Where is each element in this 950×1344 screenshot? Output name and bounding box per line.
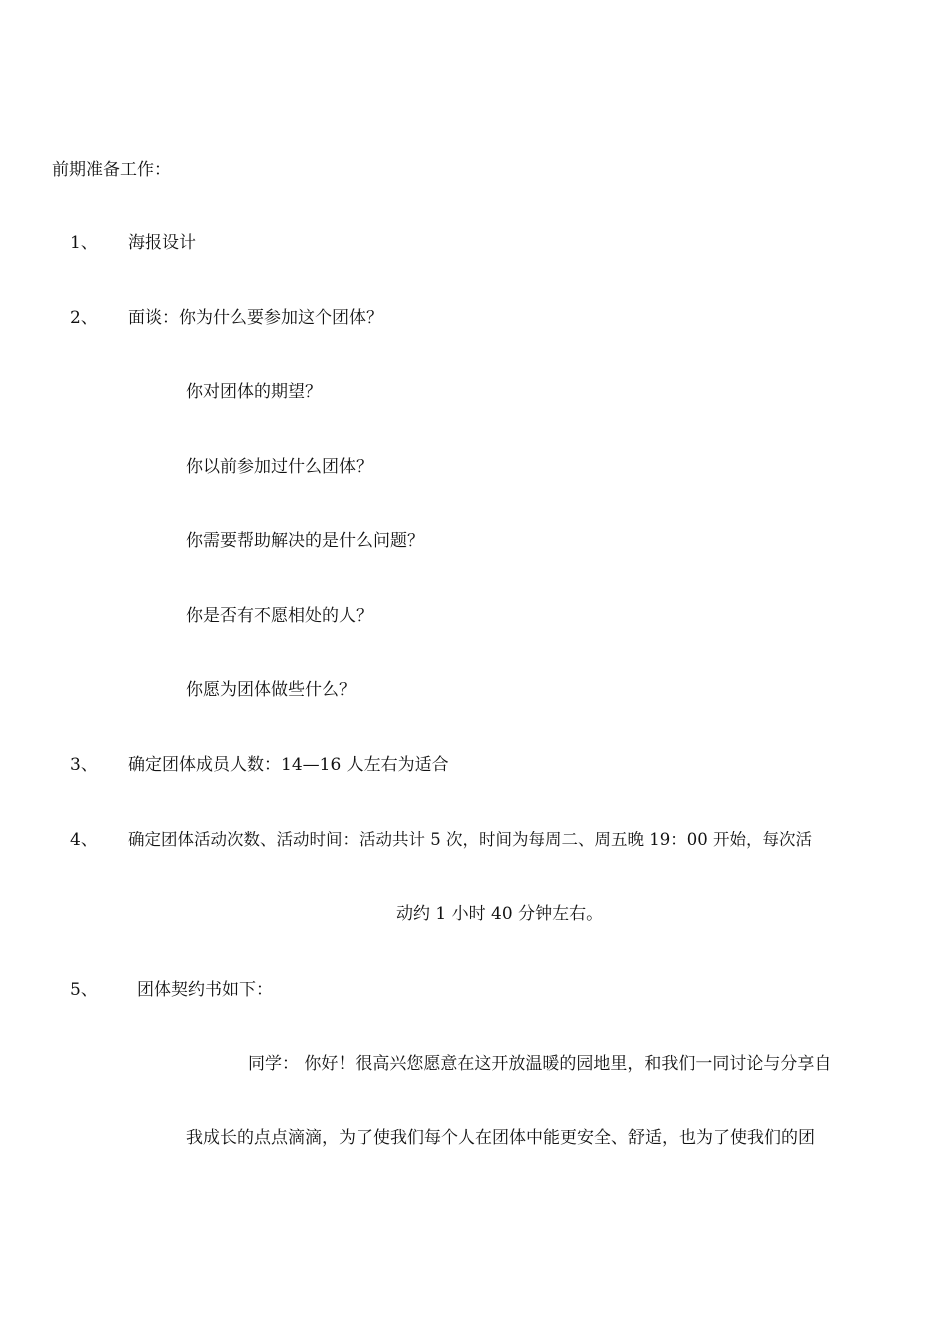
item-text-5: 团体契约书如下： <box>137 980 273 1000</box>
contract-line-1: 同学： 你好！很高兴您愿意在这开放温暖的园地里，和我们一同讨论与分享自 <box>248 1054 832 1074</box>
item-number-5: 5、 <box>70 980 98 1000</box>
interview-question: 你对团体的期望？ <box>186 382 322 402</box>
interview-question: 你愿为团体做些什么？ <box>186 680 356 700</box>
item-number-1: 1、 <box>70 233 98 253</box>
contract-line-2: 我成长的点点滴滴，为了使我们每个人在团体中能更安全、舒适，也为了使我们的团 <box>186 1128 815 1148</box>
item-text-1: 海报设计 <box>128 233 196 253</box>
item-number-4: 4、 <box>70 830 98 850</box>
interview-question: 你以前参加过什么团体？ <box>186 457 373 477</box>
item-number-3: 3、 <box>70 755 98 775</box>
item-text-3: 确定团体成员人数：14—16 人左右为适合 <box>128 755 449 775</box>
interview-question: 你是否有不愿相处的人？ <box>186 606 373 626</box>
item-text-2: 面谈：你为什么要参加这个团体？ <box>128 308 383 328</box>
section-heading: 前期准备工作： <box>52 160 171 180</box>
item-text-4: 确定团体活动次数、活动时间：活动共计 5 次，时间为每周二、周五晚 19：00 开始，每次活 <box>128 830 812 849</box>
interview-question: 你需要帮助解决的是什么问题？ <box>186 531 424 551</box>
item-number-2: 2、 <box>70 308 98 328</box>
item-text-4-continuation: 动约 1 小时 40 分钟左右。 <box>396 904 604 924</box>
